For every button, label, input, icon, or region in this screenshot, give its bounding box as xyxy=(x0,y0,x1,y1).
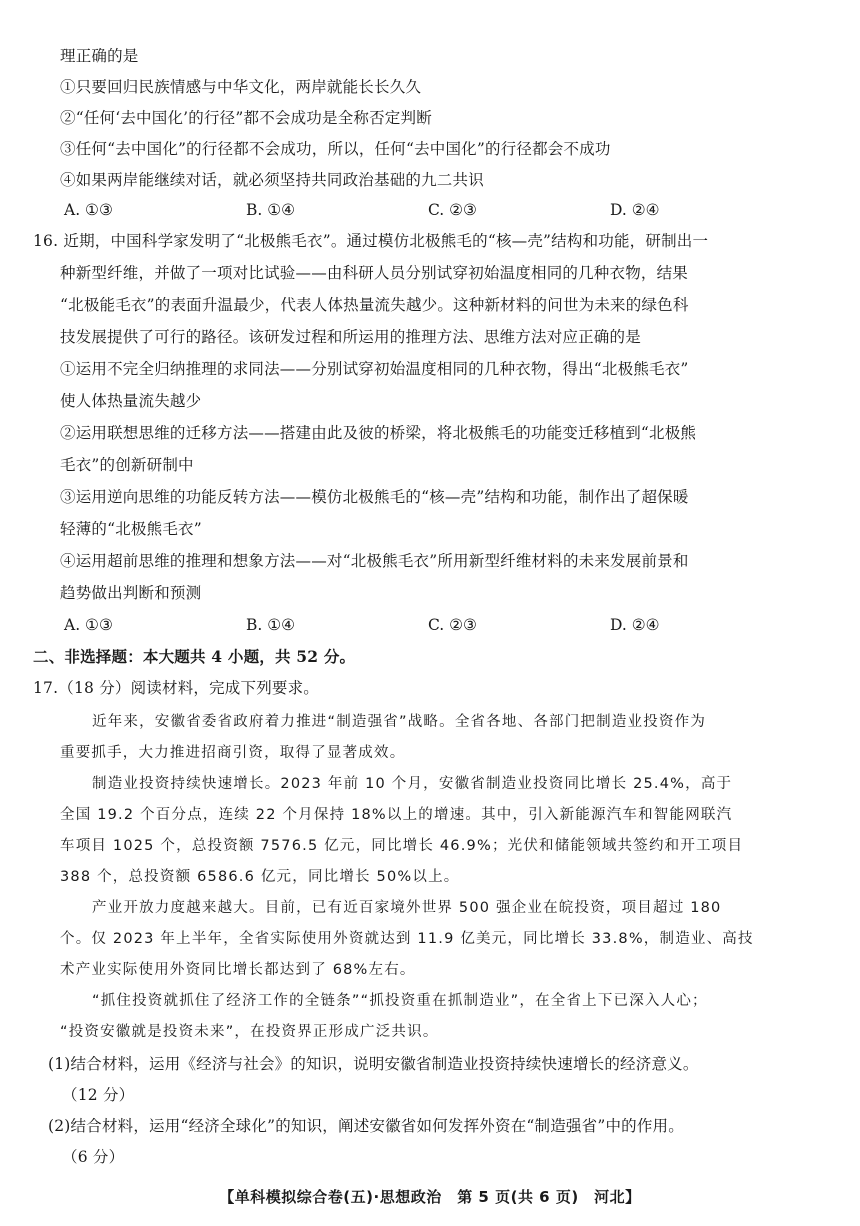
material-line-9: 术产业实际使用外资同比增长都达到了 68%左右。 xyxy=(60,962,416,978)
q16-item-3a: ③运用逆向思维的功能反转方法——模仿北极熊毛的“核—壳”结构和功能，制作出了超保暖 xyxy=(60,488,689,506)
q17-intro: 17.（18 分）阅读材料，完成下列要求。 xyxy=(33,679,320,697)
q16-item-2a: ②运用联想思维的迁移方法——搭建由此及彼的桥梁，将北极熊毛的功能变迁移植到“北极熊 xyxy=(60,424,697,442)
q16-stem-3: “北极能毛衣”的表面升温最少，代表人体热量流失越少。这种新材料的问世为未来的绿色科 xyxy=(60,296,689,314)
q15-option-d: D. ②④ xyxy=(610,201,660,219)
material-line-4: 全国 19.2 个百分点，连续 22 个月保持 18%以上的增速。其中，引入新能源汽车和智能网联汽 xyxy=(60,807,733,823)
material-line-11: “投资安徽就是投资未来”，在投资界正形成广泛共识。 xyxy=(60,1024,439,1040)
q16-item-4b: 趋势做出判断和预测 xyxy=(60,584,202,602)
q17-question-1-score: （12 分） xyxy=(62,1086,135,1104)
section-heading: 二、非选择题：本大题共 4 小题，共 52 分。 xyxy=(33,647,356,666)
page-footer: 【单科模拟综合卷(五)·思想政治 第 5 页(共 6 页) 河北】 xyxy=(219,1188,641,1206)
q15-item-1: ①只要回归民族情感与中华文化，两岸就能长长久久 xyxy=(60,78,422,96)
q16-option-a: A. ①③ xyxy=(64,616,113,634)
q17-question-1: (1)结合材料，运用《经济与社会》的知识，说明安徽省制造业投资持续快速增长的经济意义。 xyxy=(48,1055,699,1073)
q15-item-3: ③任何“去中国化”的行径都不会成功，所以，任何“去中国化”的行径都会不成功 xyxy=(60,140,611,158)
q16-stem-1: 16. 近期，中国科学家发明了“北极熊毛衣”。通过模仿北极熊毛的“核—壳”结构和功能，研制出一 xyxy=(33,232,709,250)
q16-item-4a: ④运用超前思维的推理和想象方法——对“北极熊毛衣”所用新型纤维材料的未来发展前景和 xyxy=(60,552,689,570)
q16-item-3b: 轻薄的“北极熊毛衣” xyxy=(60,520,202,538)
material-line-8: 个。仅 2023 年上半年，全省实际使用外资就达到 11.9 亿美元，同比增长 33.8%，制造业、高技 xyxy=(60,931,754,947)
q15-option-a: A. ①③ xyxy=(64,201,113,219)
material-line-7: 产业开放力度越来越大。目前，已有近百家境外世界 500 强企业在皖投资，项目超过 180 xyxy=(92,900,722,916)
q16-stem-2: 种新型纤维，并做了一项对比试验——由科研人员分别试穿初始温度相同的几种衣物，结果 xyxy=(60,264,689,282)
q15-option-c: C. ②③ xyxy=(428,201,477,219)
q16-item-1a: ①运用不完全归纳推理的求同法——分别试穿初始温度相同的几种衣物，得出“北极熊毛衣” xyxy=(60,360,689,378)
material-line-6: 388 个，总投资额 6586.6 亿元，同比增长 50%以上。 xyxy=(60,869,460,885)
q15-option-b: B. ①④ xyxy=(246,201,296,219)
q16-item-1b: 使人体热量流失越少 xyxy=(60,392,202,410)
material-line-1: 近年来，安徽省委省政府着力推进“制造强省”战略。全省各地、各部门把制造业投资作为 xyxy=(92,714,707,730)
q15-stem-end: 理正确的是 xyxy=(60,47,139,65)
q17-question-2: (2)结合材料，运用“经济全球化”的知识，阐述安徽省如何发挥外资在“制造强省”中的作用。 xyxy=(48,1117,684,1135)
q16-option-b: B. ①④ xyxy=(246,616,296,634)
q16-option-c: C. ②③ xyxy=(428,616,477,634)
q15-item-4: ④如果两岸能继续对话，就必须坚持共同政治基础的九二共识 xyxy=(60,171,484,189)
material-line-3: 制造业投资持续快速增长。2023 年前 10 个月，安徽省制造业投资同比增长 25.4%，高于 xyxy=(92,776,733,792)
q16-item-2b: 毛衣”的创新研制中 xyxy=(60,456,194,474)
q15-item-2: ②“任何‘去中国化’的行径”都不会成功是全称否定判断 xyxy=(60,109,432,127)
q16-option-d: D. ②④ xyxy=(610,616,660,634)
q17-question-2-score: （6 分） xyxy=(62,1148,125,1166)
material-line-10: “抓住投资就抓住了经济工作的全链条”“抓投资重在抓制造业”，在全省上下已深入人心； xyxy=(92,993,708,1009)
q16-stem-4: 技发展提供了可行的路径。该研发过程和所运用的推理方法、思维方法对应正确的是 xyxy=(60,328,641,346)
material-line-5: 车项目 1025 个，总投资额 7576.5 亿元，同比增长 46.9%；光伏和储能领域共签约和开工项目 xyxy=(60,838,744,854)
material-line-2: 重要抓手，大力推进招商引资，取得了显著成效。 xyxy=(60,745,406,761)
